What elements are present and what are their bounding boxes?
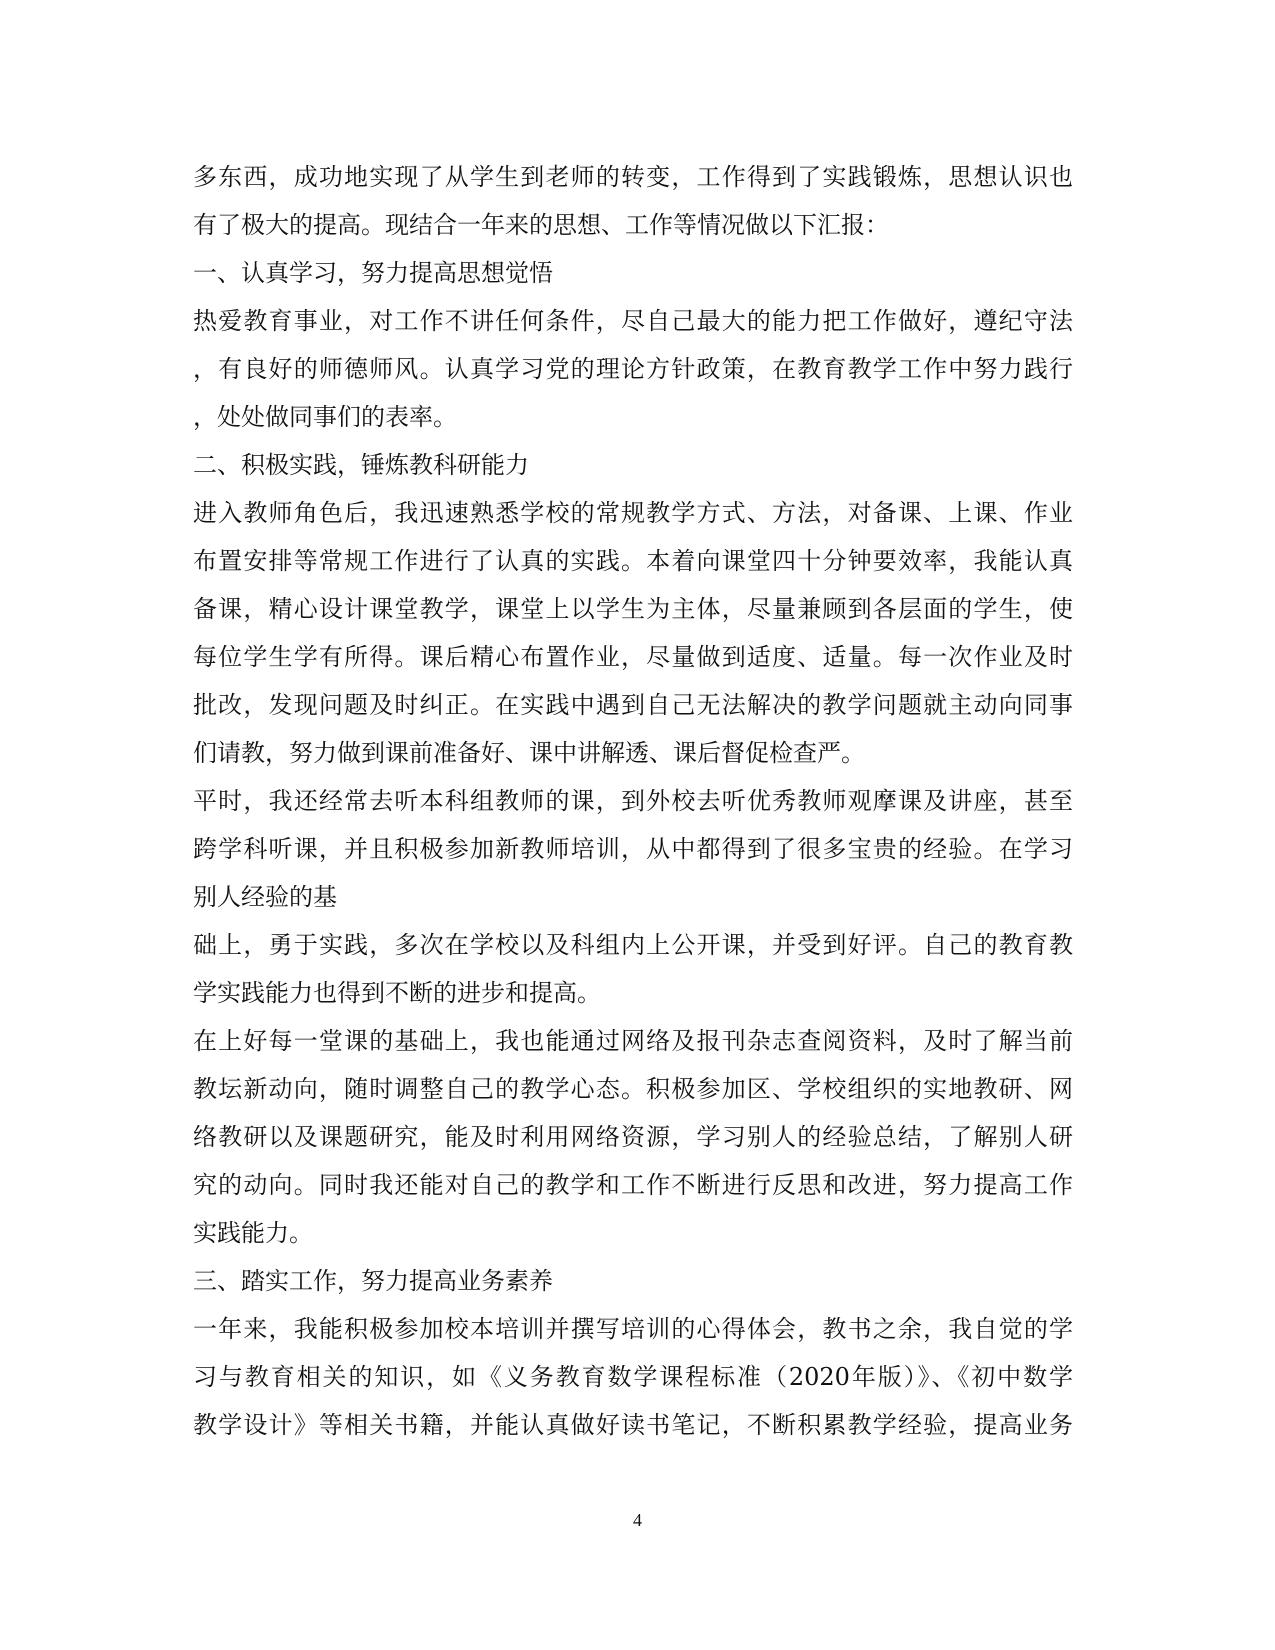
text-line: 础上，勇于实践，多次在学校以及科组内上公开课，并受到好评。自己的教育教 [193, 931, 1073, 959]
text-line: 究的动向。同时我还能对自己的教学和工作不断进行反思和改进，努力提高工作 [193, 1171, 1073, 1199]
text-line: 批改，发现问题及时纠正。在实践中遇到自己无法解决的教学问题就主动向同事 [193, 691, 1073, 719]
text-line: 热爱教育事业，对工作不讲任何条件，尽自己最大的能力把工作做好，遵纪守法 [193, 307, 1073, 335]
text-line: 多东西，成功地实现了从学生到老师的转变，工作得到了实践锻炼，思想认识也 [193, 163, 1073, 191]
text-line: 布置安排等常规工作进行了认真的实践。本着向课堂四十分钟要效率，我能认真 [193, 547, 1073, 575]
text-line: 每位学生学有所得。课后精心布置作业，尽量做到适度、适量。每一次作业及时 [193, 643, 1073, 671]
text-line: 平时，我还经常去听本科组教师的课，到外校去听优秀教师观摩课及讲座，甚至 [193, 787, 1073, 815]
text-line: 在上好每一堂课的基础上，我也能通过网络及报刊杂志查阅资料，及时了解当前 [193, 1027, 1073, 1055]
text-line: ，处处做同事们的表率。 [193, 403, 457, 431]
text-line: 实践能力。 [193, 1219, 313, 1247]
text-line: 学实践能力也得到不断的进步和提高。 [193, 979, 601, 1007]
text-line: 络教研以及课题研究，能及时利用网络资源，学习别人的经验总结，了解别人研 [193, 1123, 1073, 1151]
text-line: 进入教师角色后，我迅速熟悉学校的常规教学方式、方法，对备课、上课、作业 [193, 499, 1073, 527]
text-line: 别人经验的基 [193, 883, 337, 911]
body-text [193, 153, 1073, 1449]
page-number: 4 [633, 1510, 642, 1530]
text-line: ，有良好的师德师风。认真学习党的理论方针政策，在教育教学工作中努力践行 [193, 355, 1073, 383]
text-line: 备课，精心设计课堂教学，课堂上以学生为主体，尽量兼顾到各层面的学生，使 [193, 595, 1073, 623]
text-line: 习与教育相关的知识，如《义务教育数学课程标准（2020年版）》、《初中数学 [193, 1363, 1073, 1391]
text-line: 教学设计》等相关书籍，并能认真做好读书笔记，不断积累教学经验，提高业务 [193, 1411, 1073, 1439]
text-line: 一年来，我能积极参加校本培训并撰写培训的心得体会，教书之余，我自觉的学 [193, 1315, 1073, 1343]
text-line: 们请教，努力做到课前准备好、课中讲解透、课后督促检查严。 [193, 739, 865, 767]
text-line: 二、积极实践，锤炼教科研能力 [193, 451, 529, 479]
text-line: 有了极大的提高。现结合一年来的思想、工作等情况做以下汇报： [193, 211, 889, 239]
text-line: 三、踏实工作，努力提高业务素养 [193, 1267, 553, 1295]
text-line: 教坛新动向，随时调整自己的教学心态。积极参加区、学校组织的实地教研、网 [193, 1075, 1073, 1103]
text-line: 一、认真学习，努力提高思想觉悟 [193, 259, 553, 287]
text-line: 跨学科听课，并且积极参加新教师培训，从中都得到了很多宝贵的经验。在学习 [193, 835, 1073, 863]
